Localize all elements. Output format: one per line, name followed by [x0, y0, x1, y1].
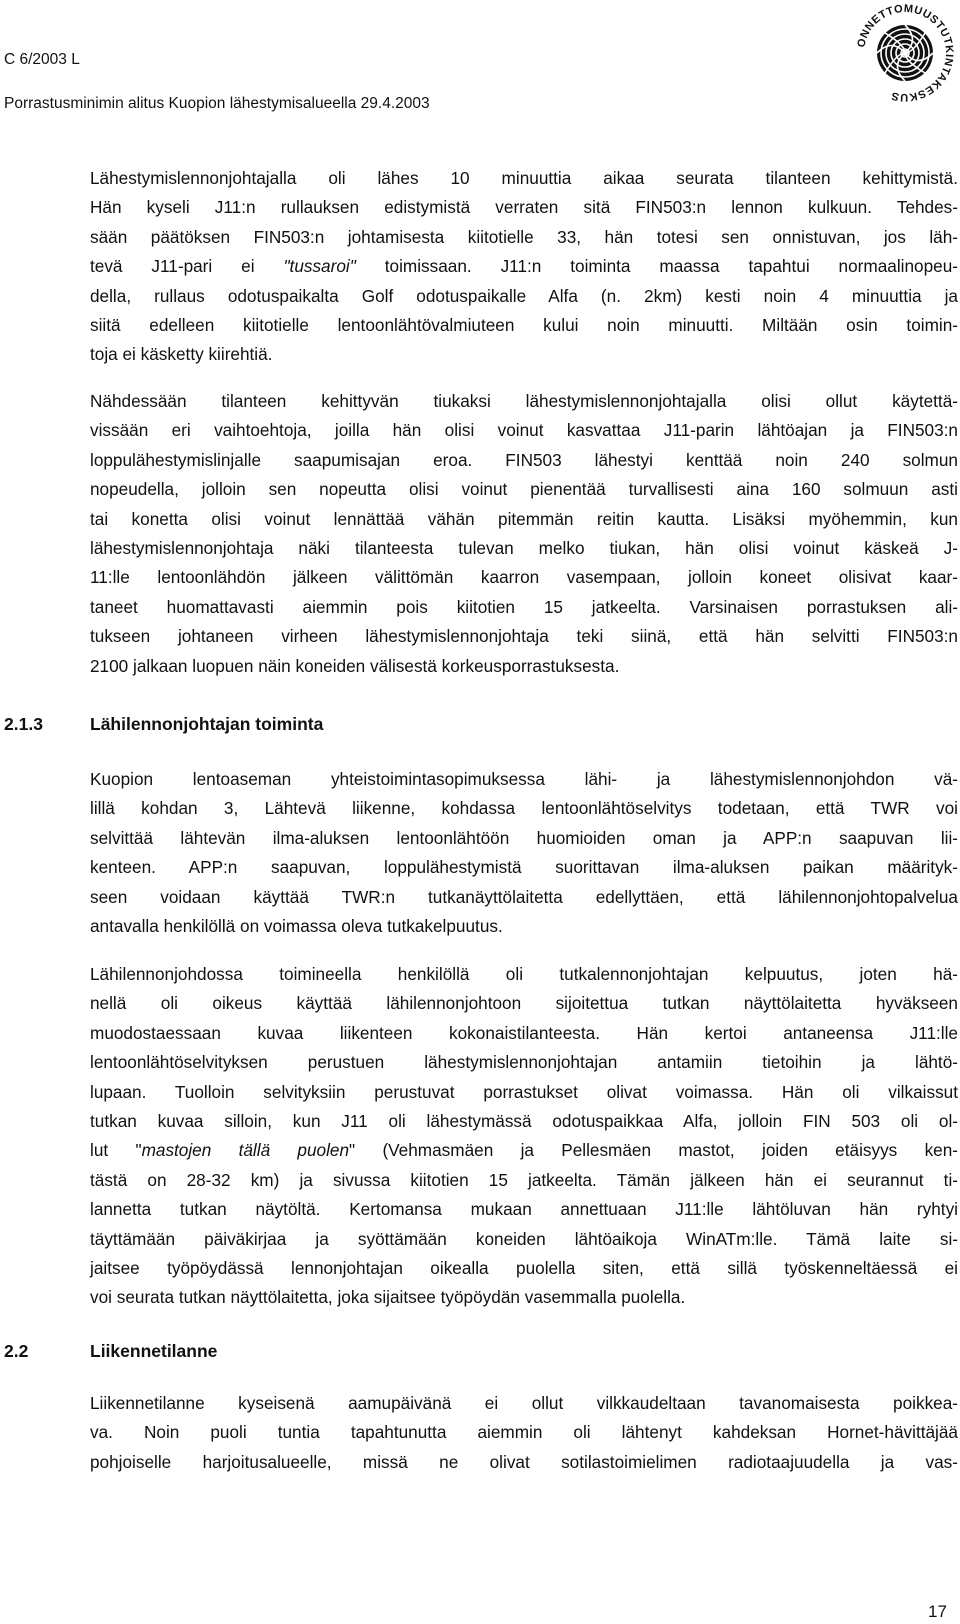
text-fragment: lut "	[90, 1140, 142, 1161]
text-fragment: toimissaan. J11:n toiminta maassa tapahtui normaalinopeu-	[355, 256, 958, 277]
text-line: lupaan. Tuolloin selvityksiin perustuvat porrastukset olivat voimassa. Hän oli vilkaissut	[90, 1081, 958, 1102]
text-line: della, rullaus odotuspaikalta Golf odotuspaikalle Alfa (n. 2km) kesti noin 4 minuuttia ja	[90, 285, 958, 306]
paragraph-traffic-situation	[90, 1389, 958, 1477]
text-line: toja ei käsketty kiirehtiä.	[90, 344, 273, 365]
text-line: nopeudella, jolloin sen nopeutta olisi voinut pienentää turvallisesti aina 160 solmuun asti	[90, 479, 958, 500]
text-line: tutkan kuvaa silloin, kun J11 oli lähestymässä odotuspaikkaa Alfa, jolloin FIN 503 oli ol-	[90, 1111, 958, 1132]
document-id: C 6/2003 L	[4, 51, 80, 68]
text-line: 2100 jalkaan luopuen näin koneiden välisestä korkeusporrastuksesta.	[90, 655, 620, 676]
paragraph-approach-controller-timing	[90, 164, 958, 370]
text-line: tai konetta olisi voinut lennättää vähän pitemmän reitin kautta. Lisäksi myöhemmin, kun	[90, 508, 958, 529]
text-line: lähestymislennonjohtaja näki tilanteesta tulevan melko tiukan, hän olisi voinut käskeä J-	[90, 538, 958, 559]
section-number: 2.1.3	[4, 714, 43, 734]
text-line: muodostaessaan kuvaa liikenteen kokonaistilanteesta. Hän kertoi antaneensa J11:lle	[90, 1022, 958, 1043]
paragraph-tower-controller	[90, 960, 958, 1313]
text-line: taneet huomattavasti aiemmin pois kiitotien 15 jatkeelta. Varsinaisen porrastuksen ali-	[90, 596, 958, 617]
paragraph-alternative-options	[90, 387, 958, 681]
text-line: nellä oli oikeus käyttää lähilennonjohtoon sijoitettua tutkan näyttölaitetta hyväkseen	[90, 993, 958, 1014]
page-number: 17	[928, 1602, 947, 1621]
agency-logo	[852, 0, 958, 106]
text-line: tästä on 28-32 km) ja sivussa kiitotien 15 jatkeelta. Tämän jälkeen hän ei seurannut ti-	[90, 1169, 958, 1190]
document-title: Porrastusminimin alitus Kuopion lähestymisalueella 29.4.2003	[4, 95, 430, 112]
text-fragment: " (Vehmasmäen ja Pellesmäen mastot, joiden etäisyys ken-	[349, 1140, 959, 1161]
text-line: täyttämään päiväkirjaa ja syöttämään koneiden lähtöaikoja WinATm:lle. Tämä laite si-	[90, 1228, 958, 1249]
section-number: 2.2	[4, 1341, 29, 1361]
text-line: Liikennetilanne kyseisenä aamupäivänä ei ollut vilkkaudeltaan tavanomaisesta poikkea-	[90, 1393, 958, 1413]
text-line: Kuopion lentoaseman yhteistoimintasopimuksessa lähi- ja lähestymislennonjohdon vä-	[90, 769, 958, 789]
section-heading: Liikennetilanne	[90, 1341, 218, 1361]
text-line: sään päätöksen FIN503:n johtamisesta kiitotielle 33, hän totesi sen onnistuvan, jos läh-	[90, 226, 958, 247]
text-line: Hän kyseli J11:n rullauksen edistymistä verraten sitä FIN503:n lennon kulkuun. Tehdes-	[90, 197, 958, 218]
text-line: voi seurata tutkan näyttölaitetta, joka sijaitsee työpöydän vasemmalla puolella.	[90, 1287, 686, 1308]
quoted-term: "tussaroi"	[283, 256, 356, 277]
text-line: Lähilennonjohdossa toimineella henkilöllä oli tutkalennonjohtajan kelpuutus, joten hä-	[90, 964, 958, 984]
text-fragment: tevä J11-pari ei	[90, 256, 284, 277]
text-line: lannetta tutkan näytöltä. Kertomansa mukaan annettuaan J11:lle lähtöluvan hän ryhtyi	[90, 1199, 958, 1220]
text-line: pohjoiselle harjoitusalueelle, missä ne olivat sotilastoimielimen radiotaajuudella ja vas-	[90, 1451, 958, 1472]
text-line: lentoonlähtöselvityksen perustuen lähestymislennonjohtajan antamiin tietoihin ja lähtö-	[90, 1052, 958, 1073]
text-line: antavalla henkilöllä on voimassa oleva tutkakelpuutus.	[90, 916, 503, 937]
text-line: kenteen. APP:n saapuvan, loppulähestymistä suorittavan ilma-aluksen paikan määrityk-	[90, 857, 958, 878]
text-line: selvittää lähtevän ilma-aluksen lentoonlähtöön huomioiden oman ja APP:n saapuvan lii-	[90, 827, 958, 848]
text-line: siitä edelleen kiitotielle lentoonlähtövalmiuteen kului noin minuutti. Miltään osin toimin-	[90, 315, 958, 336]
text-line: lillä kohdan 3, Lähtevä liikenne, kohdassa lentoonlähtöselvitys todetaan, että TWR voi	[90, 798, 958, 819]
text-line: jaitsee työpöydässä lennonjohtajan oikealla puolella siten, että sillä työskenneltäessä ei	[90, 1258, 958, 1279]
text-line: loppulähestymislinjalle saapumisajan eroa. FIN503 lähestyi kenttää noin 240 solmun	[90, 449, 958, 470]
text-line	[90, 252, 958, 281]
text-line: Lähestymislennonjohtajalla oli lähes 10 minuuttia aikaa seurata tilanteen kehittymistä.	[90, 168, 958, 188]
text-line: tukseen johtaneen virheen lähestymislennonjohtaja teki siinä, että hän selvitti FIN503:n	[90, 626, 958, 647]
paragraph-cooperation-agreement	[90, 765, 958, 941]
text-line: va. Noin puoli tuntia tapahtunutta aiemmin oli lähtenyt kahdeksan Hornet-hävittäjää	[90, 1422, 958, 1443]
text-line: Nähdessään tilanteen kehittyvän tiukaksi lähestymislennonjohtajalla olisi ollut käytettä-	[90, 391, 958, 411]
text-line: seen voidaan käyttää TWR:n tutkanäyttölaitetta edellyttäen, että lähilennonjohtopalvelua	[90, 886, 958, 907]
section-heading: Lähilennonjohtajan toiminta	[90, 714, 324, 734]
quoted-term: mastojen tällä puolen	[141, 1140, 350, 1161]
text-line	[90, 1136, 958, 1165]
text-line: vissään eri vaihtoehtoja, joilla hän olisi voinut kasvattaa J11-parin lähtöajan ja FIN503:n	[90, 420, 958, 441]
svg-text:ONNETTOMUUSTUTKINTAKESKUS: ONNETTOMUUSTUTKINTAKESKUS	[855, 2, 956, 104]
text-line: 11:lle lentoonlähdön jälkeen välittömän kaarron vasempaan, jolloin koneet olisivat kaar-	[90, 567, 958, 588]
